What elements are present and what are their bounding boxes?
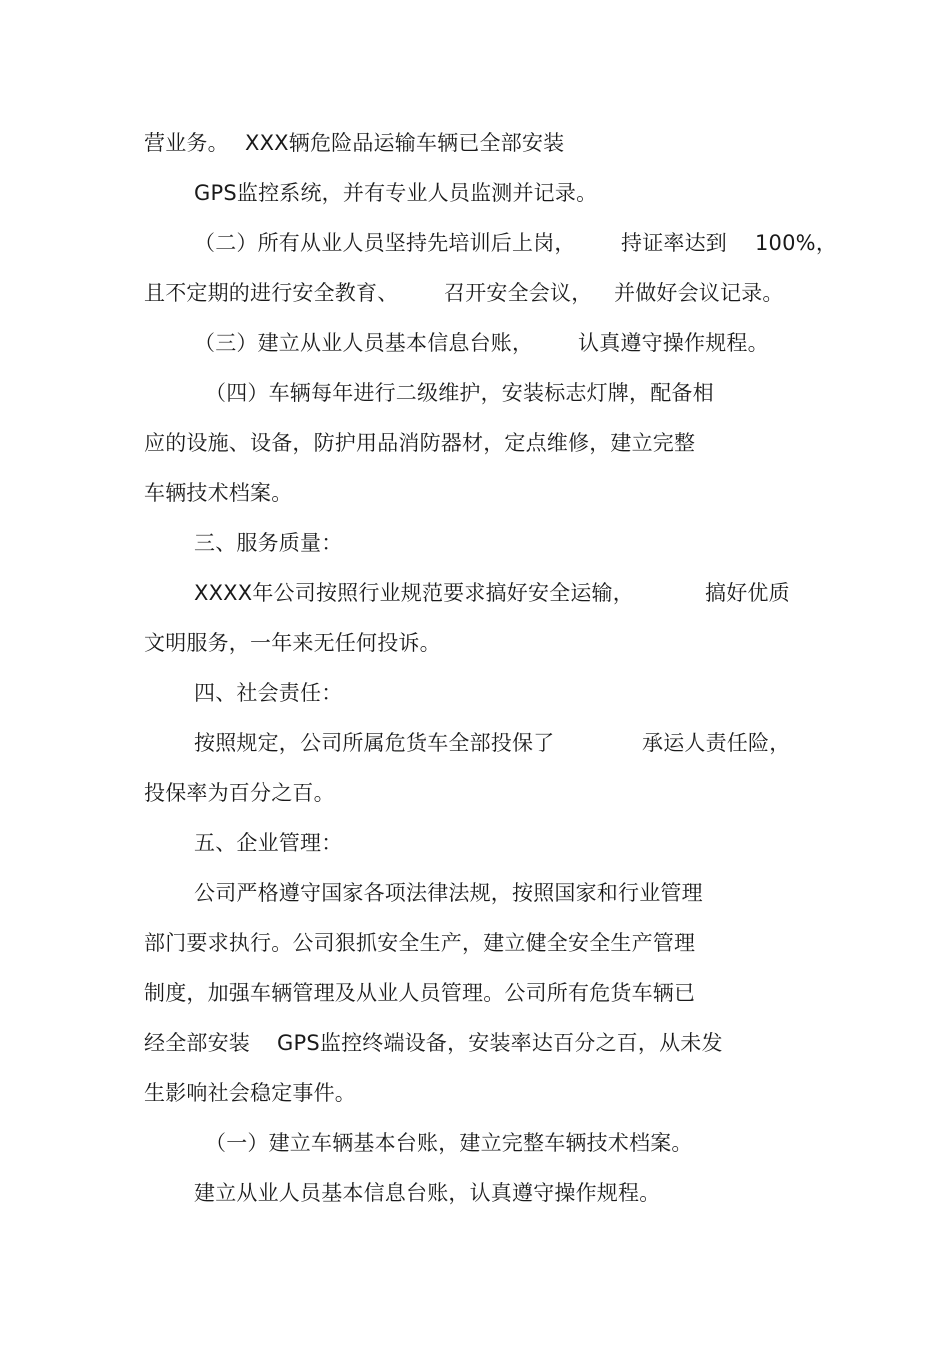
text-segment: 投保率为百分之百。 [144, 781, 335, 805]
text-segment: 按照规定，公司所属危货车全部投保了 [194, 731, 555, 755]
text-segment: 100%， [755, 231, 838, 255]
text-segment: 承运人责任险， [642, 731, 791, 755]
text-segment: 三、服务质量： [194, 531, 343, 555]
text-segment: GPS监控终端设备，安装率达百分之百，从未发 [277, 1031, 723, 1055]
text-segment: （四）车辆每年进行二级维护，安装标志灯牌，配备相 [205, 381, 714, 405]
text-segment: 认真遵守操作规程。 [578, 331, 769, 355]
text-segment: 且不定期的进行安全教育、 [144, 281, 399, 305]
text-segment: 建立从业人员基本信息台账，认真遵守操作规程。 [194, 1181, 661, 1205]
text-segment: XXXX年公司按照行业规范要求搞好安全运输， [194, 581, 634, 605]
text-segment: 四、社会责任： [194, 681, 343, 705]
text-segment: 营业务。 [144, 131, 229, 155]
text-segment: 五、企业管理： [194, 831, 343, 855]
text-segment: 部门要求执行。公司狠抓安全生产，建立健全安全生产管理 [144, 931, 696, 955]
text-segment: 搞好优质 [705, 581, 790, 605]
text-segment: 召开安全会议， [444, 281, 593, 305]
text-segment: XXX辆危险品运输车辆已全部安装 [245, 131, 565, 155]
text-segment: （二）所有从业人员坚持先培训后上岗， [194, 231, 576, 255]
text-segment: 制度，加强车辆管理及从业人员管理。公司所有危货车辆已 [144, 981, 696, 1005]
text-segment: 经全部安装 [144, 1031, 250, 1055]
text-segment: （一）建立车辆基本台账，建立完整车辆技术档案。 [205, 1131, 693, 1155]
text-segment: 车辆技术档案。 [144, 481, 293, 505]
text-segment: GPS监控系统，并有专业人员监测并记录。 [194, 181, 598, 205]
text-segment: 并做好会议记录。 [614, 281, 784, 305]
text-segment: 文明服务，一年来无任何投诉。 [144, 631, 441, 655]
text-segment: 公司严格遵守国家各项法律法规，按照国家和行业管理 [194, 881, 703, 905]
text-segment: 生影响社会稳定事件。 [144, 1081, 356, 1105]
text-segment: 应的设施、设备，防护用品消防器材，定点维修，建立完整 [144, 431, 696, 455]
text-segment: 持证率达到 [621, 231, 727, 255]
text-segment: （三）建立从业人员基本信息台账， [194, 331, 534, 355]
